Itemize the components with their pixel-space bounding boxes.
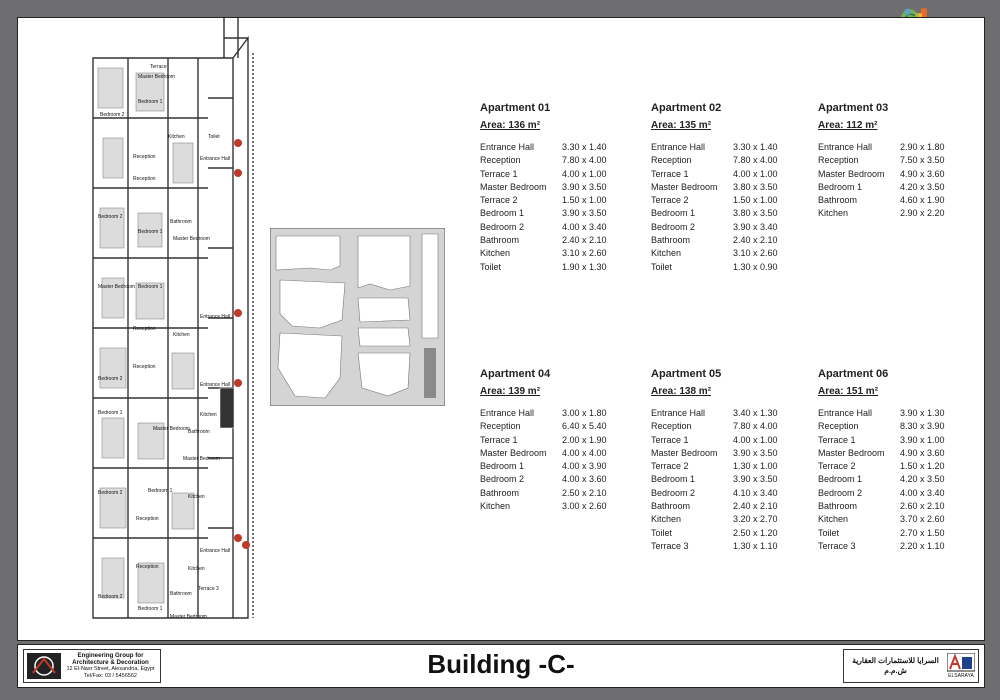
room-name: Kitchen — [480, 248, 511, 259]
room-dimension: 7.80 x 4.00 — [562, 155, 607, 166]
apartment-title: Apartment 03 — [818, 102, 889, 114]
building-title: Building -C- — [427, 649, 575, 679]
room-name: Bedroom 1 — [651, 208, 696, 219]
room-name: Toilet — [651, 527, 673, 538]
room-name: Reception — [480, 421, 521, 432]
plan-label-bedroom-1-c: Bedroom 1 — [138, 284, 163, 290]
room-row — [651, 221, 821, 234]
room-dimension: 4.60 x 1.90 — [900, 195, 945, 206]
room-name: Kitchen — [651, 514, 682, 525]
apartment-title: Apartment 02 — [651, 102, 722, 114]
elsaraya-mark-text: ELSARAYA — [948, 673, 974, 679]
room-row — [480, 420, 650, 433]
room-row — [818, 473, 988, 486]
room-list — [480, 141, 650, 274]
elsaraya-logo — [843, 649, 979, 683]
plan-label-master-bedroom-b: Master Bedroom — [173, 236, 210, 242]
plan-label-bathroom: Bathroom — [170, 219, 192, 225]
room-row — [651, 194, 821, 207]
room-name: Bedroom 1 — [480, 208, 525, 219]
room-name: Bathroom — [818, 501, 858, 512]
plan-label-reception-5: Reception — [136, 516, 159, 522]
room-row — [818, 460, 988, 473]
plan-label-bedroom-1-d: Bedroom 1 — [98, 410, 123, 416]
room-dimension: 7.80 x 4.00 — [733, 421, 778, 432]
plan-label-bedroom-1-f: Bedroom 1 — [138, 606, 163, 612]
room-row — [651, 447, 821, 460]
room-row — [651, 473, 821, 486]
room-name: Bedroom 1 — [818, 474, 863, 485]
room-dimension: 2.40 x 2.10 — [733, 235, 778, 246]
elsaraya-text — [844, 656, 947, 676]
room-row — [480, 487, 650, 500]
room-dimension: 3.00 x 2.60 — [562, 501, 607, 512]
room-dimension: 7.80 x 4.00 — [733, 155, 778, 166]
room-row — [480, 447, 650, 460]
room-dimension: 2.00 x 1.90 — [562, 434, 607, 445]
room-list — [818, 407, 988, 553]
room-row — [480, 247, 650, 260]
plan-label-toilet: Toilet — [208, 134, 220, 140]
room-name: Reception — [480, 155, 521, 166]
plan-label-bedroom-1-e: Bedroom 1 — [148, 488, 173, 494]
room-row — [818, 181, 988, 194]
room-name: Terrace 2 — [651, 461, 689, 472]
room-name: Bedroom 2 — [651, 221, 696, 232]
room-dimension: 1.30 x 0.90 — [733, 261, 778, 272]
room-name: Terrace 1 — [480, 168, 518, 179]
elsaraya-mark-icon — [947, 653, 975, 679]
apartment-title: Apartment 06 — [818, 368, 889, 380]
room-dimension: 3.90 x 3.50 — [733, 474, 778, 485]
apartment-06-block — [818, 368, 988, 553]
room-name: Kitchen — [651, 248, 682, 259]
plan-label-kitchen-b: Kitchen — [173, 332, 190, 338]
room-dimension: 1.50 x 1.20 — [900, 461, 945, 472]
room-row — [818, 434, 988, 447]
room-name: Kitchen — [480, 501, 511, 512]
room-row — [651, 168, 821, 181]
room-name: Terrace 1 — [818, 434, 856, 445]
apartment-area: Area: 139 m² — [480, 386, 541, 397]
room-row — [818, 487, 988, 500]
room-name: Master Bedroom — [818, 168, 885, 179]
room-row — [651, 407, 821, 420]
room-name: Master Bedroom — [480, 181, 547, 192]
apartment-title: Apartment 04 — [480, 368, 551, 380]
apartment-area: Area: 136 m² — [480, 120, 541, 131]
room-name: Entrance Hall — [818, 408, 873, 418]
room-name: Bathroom — [480, 487, 520, 498]
room-row — [480, 221, 650, 234]
room-dimension: 4.90 x 3.60 — [900, 447, 945, 458]
plan-label-kitchen-e: Kitchen — [188, 566, 205, 572]
room-row — [480, 207, 650, 220]
apartment-area: Area: 138 m² — [651, 386, 712, 397]
room-list — [651, 141, 821, 274]
plan-label-bedroom-2-b: Bedroom 2 — [98, 214, 123, 220]
room-dimension: 3.90 x 3.50 — [733, 447, 778, 458]
eg-line-2: Architecture & Decoration — [72, 659, 149, 666]
room-row — [818, 194, 988, 207]
room-dimension: 4.00 x 3.60 — [562, 474, 607, 485]
eg-line-3: 12 El-Nasr Street, Alexandria, Egypt — [66, 666, 155, 672]
room-name: Kitchen — [818, 514, 849, 525]
room-row — [818, 168, 988, 181]
room-name: Reception — [818, 155, 859, 166]
room-row — [651, 261, 821, 274]
room-dimension: 1.50 x 1.00 — [733, 195, 778, 206]
room-row — [651, 154, 821, 167]
room-row — [651, 460, 821, 473]
room-dimension: 7.50 x 3.50 — [900, 155, 945, 166]
title-block-footer — [17, 644, 985, 688]
room-row — [651, 527, 821, 540]
room-dimension: 3.80 x 3.50 — [733, 181, 778, 192]
room-dimension: 2.40 x 2.10 — [733, 501, 778, 512]
room-name: Entrance Hall — [651, 142, 706, 152]
room-row — [651, 247, 821, 260]
plan-label-bedroom-2-c: Bedroom 2 — [98, 376, 123, 382]
plan-label-master-bedroom-e: Master Bedroom — [183, 456, 220, 462]
room-dimension: 2.50 x 1.20 — [733, 527, 778, 538]
room-row — [651, 487, 821, 500]
plan-label-entrance-hall: Entrance Hall — [200, 156, 231, 162]
room-row — [480, 460, 650, 473]
room-dimension: 4.00 x 3.40 — [562, 221, 607, 232]
plan-label-entrance-hall-d: Entrance Hall — [200, 548, 231, 554]
apartment-02-block — [651, 102, 821, 274]
room-name: Bedroom 1 — [480, 461, 525, 472]
elsaraya-line-2: ش.م.م — [884, 666, 907, 675]
plan-label-kitchen: Kitchen — [168, 134, 185, 140]
room-name: Bedroom 2 — [480, 221, 525, 232]
room-dimension: 2.60 x 2.10 — [900, 501, 945, 512]
room-dimension: 3.80 x 3.50 — [733, 208, 778, 219]
room-dimension: 4.00 x 3.90 — [562, 461, 607, 472]
room-name: Reception — [651, 421, 692, 432]
plan-label-bedroom-2-e: Bedroom 2 — [98, 594, 123, 600]
room-name: Terrace 1 — [480, 434, 518, 445]
room-name: Bedroom 2 — [651, 487, 696, 498]
room-row — [818, 420, 988, 433]
room-dimension: 2.90 x 2.20 — [900, 208, 945, 219]
room-row — [818, 207, 988, 220]
apartment-area: Area: 135 m² — [651, 120, 712, 131]
plan-label-reception-2: Reception — [133, 176, 156, 182]
room-row — [651, 513, 821, 526]
room-dimension: 1.90 x 1.30 — [562, 261, 607, 272]
room-dimension: 4.20 x 3.50 — [900, 181, 945, 192]
apartment-area: Area: 151 m² — [818, 386, 879, 397]
room-name: Bedroom 2 — [480, 474, 525, 485]
room-row — [651, 207, 821, 220]
room-dimension: 1.30 x 1.00 — [733, 461, 778, 472]
room-name: Terrace 3 — [651, 540, 689, 551]
room-dimension: 4.00 x 1.00 — [733, 168, 778, 179]
room-row — [818, 527, 988, 540]
plan-label-reception-6: Reception — [136, 564, 159, 570]
room-name: Reception — [818, 421, 859, 432]
apartment-title: Apartment 01 — [480, 102, 551, 114]
room-name: Toilet — [480, 261, 502, 272]
room-dimension: 4.00 x 1.00 — [562, 168, 607, 179]
room-row — [480, 141, 650, 154]
room-dimension: 3.40 x 1.30 — [733, 408, 778, 418]
room-dimension: 4.00 x 3.40 — [900, 487, 945, 498]
room-row — [818, 154, 988, 167]
site-key-map — [270, 228, 445, 406]
room-dimension: 3.10 x 2.60 — [733, 248, 778, 259]
room-name: Bathroom — [480, 235, 520, 246]
room-row — [480, 168, 650, 181]
room-name: Reception — [651, 155, 692, 166]
room-name: Bathroom — [818, 195, 858, 206]
room-name: Entrance Hall — [651, 408, 706, 418]
room-name: Terrace 1 — [651, 168, 689, 179]
plan-label-entrance-hall-b: Entrance Hall — [200, 314, 231, 320]
plan-label-reception: Reception — [133, 154, 156, 160]
apartment-area: Area: 112 m² — [818, 120, 878, 131]
plan-label-terrace: Terrace — [150, 64, 167, 70]
plan-label-master-bedroom: Master Bedroom — [138, 74, 175, 80]
room-dimension: 3.70 x 2.60 — [900, 514, 945, 525]
room-dimension: 2.90 x 1.80 — [900, 142, 945, 152]
room-row — [480, 194, 650, 207]
plan-label-bedroom-1: Bedroom 1 — [138, 99, 163, 105]
room-dimension: 4.90 x 3.60 — [900, 168, 945, 179]
room-dimension: 6.40 x 5.40 — [562, 421, 607, 432]
room-name: Toilet — [818, 527, 840, 538]
plan-label-bathroom-c: Bathroom — [170, 591, 192, 597]
room-name: Terrace 2 — [480, 195, 518, 206]
room-name: Terrace 1 — [651, 434, 689, 445]
plan-label-kitchen-d: Kitchen — [188, 494, 205, 500]
room-row — [480, 407, 650, 420]
room-name: Bedroom 2 — [818, 487, 863, 498]
room-dimension: 1.50 x 1.00 — [562, 195, 607, 206]
plan-label-bedroom-1-b: Bedroom 1 — [138, 229, 163, 235]
room-dimension: 3.30 x 1.40 — [562, 142, 607, 152]
room-name: Master Bedroom — [651, 181, 718, 192]
room-name: Master Bedroom — [480, 447, 547, 458]
floor-plan — [88, 18, 263, 640]
drawing-sheet — [17, 17, 985, 641]
plan-label-bathroom-b: Bathroom — [188, 429, 210, 435]
room-name: Bathroom — [651, 235, 691, 246]
room-row — [480, 500, 650, 513]
plan-label-master-bedroom-f: Master Bedroom — [170, 614, 207, 620]
room-dimension: 3.30 x 1.40 — [733, 142, 778, 152]
room-dimension: 3.90 x 1.30 — [900, 408, 945, 418]
plan-label-master-bedroom-c: Master Bedroom — [98, 284, 135, 290]
room-name: Master Bedroom — [818, 447, 885, 458]
room-name: Entrance Hall — [480, 408, 535, 418]
room-dimension: 4.00 x 4.00 — [562, 447, 607, 458]
room-dimension: 4.20 x 3.50 — [900, 474, 945, 485]
plan-label-kitchen-c: Kitchen — [200, 412, 217, 418]
room-name: Toilet — [651, 261, 673, 272]
room-row — [651, 420, 821, 433]
apartment-title: Apartment 05 — [651, 368, 722, 380]
room-dimension: 3.90 x 3.50 — [562, 208, 607, 219]
eg-line-1: Engineering Group for — [77, 652, 144, 659]
plan-label-bedroom-2: Bedroom 2 — [100, 112, 125, 118]
plan-label-terrace-3: Terrace 3 — [198, 586, 219, 592]
room-row — [651, 181, 821, 194]
apartment-04-block — [480, 368, 650, 513]
room-name: Terrace 3 — [818, 540, 856, 551]
eg-line-4: Tel/Fax: 03 / 5456562 — [84, 673, 137, 679]
room-name: Bathroom — [651, 501, 691, 512]
apartment-01-block — [480, 102, 650, 274]
room-name: Terrace 2 — [818, 461, 856, 472]
plan-label-bedroom-2-d: Bedroom 2 — [98, 490, 123, 496]
room-list — [818, 141, 988, 221]
room-name: Terrace 2 — [651, 195, 689, 206]
apartment-03-block — [818, 102, 988, 221]
room-name: Kitchen — [818, 208, 849, 219]
room-dimension: 2.50 x 2.10 — [562, 487, 607, 498]
room-row — [818, 447, 988, 460]
room-row — [480, 181, 650, 194]
apartment-05-block — [651, 368, 821, 553]
plan-label-entrance-hall-c: Entrance Hall — [200, 382, 231, 388]
room-row — [818, 540, 988, 553]
room-dimension: 1.30 x 1.10 — [733, 540, 778, 551]
room-name: Bedroom 1 — [818, 181, 863, 192]
plan-label-master-bedroom-d: Master Bedroom — [153, 426, 190, 432]
room-row — [818, 513, 988, 526]
room-name: Entrance Hall — [480, 142, 535, 152]
elsaraya-line-1: السرايا للاستثمارات العقارية — [852, 656, 939, 665]
room-row — [651, 540, 821, 553]
room-dimension: 3.20 x 2.70 — [733, 514, 778, 525]
room-row — [651, 500, 821, 513]
room-dimension: 3.90 x 3.50 — [562, 181, 607, 192]
room-dimension: 3.90 x 3.40 — [733, 221, 778, 232]
plan-label-reception-3: Reception — [133, 326, 156, 332]
room-dimension: 4.10 x 3.40 — [733, 487, 778, 498]
room-row — [480, 154, 650, 167]
room-row — [818, 500, 988, 513]
room-list — [651, 407, 821, 553]
room-row — [480, 234, 650, 247]
room-dimension: 3.00 x 1.80 — [562, 408, 607, 418]
room-dimension: 2.70 x 1.50 — [900, 527, 945, 538]
room-row — [651, 141, 821, 154]
room-name: Bedroom 1 — [651, 474, 696, 485]
room-dimension: 3.90 x 1.00 — [900, 434, 945, 445]
room-row — [480, 434, 650, 447]
room-dimension: 2.40 x 2.10 — [562, 235, 607, 246]
room-row — [651, 234, 821, 247]
room-name: Entrance Hall — [818, 142, 873, 152]
room-dimension: 3.10 x 2.60 — [562, 248, 607, 259]
room-row — [480, 473, 650, 486]
room-row — [818, 407, 988, 420]
room-dimension: 2.20 x 1.10 — [900, 540, 945, 551]
room-row — [480, 261, 650, 274]
room-name: Master Bedroom — [651, 447, 718, 458]
room-dimension: 8.30 x 3.90 — [900, 421, 945, 432]
plan-label-reception-4: Reception — [133, 364, 156, 370]
room-row — [651, 434, 821, 447]
room-dimension: 4.00 x 1.00 — [733, 434, 778, 445]
room-list — [480, 407, 650, 513]
room-row — [818, 141, 988, 154]
